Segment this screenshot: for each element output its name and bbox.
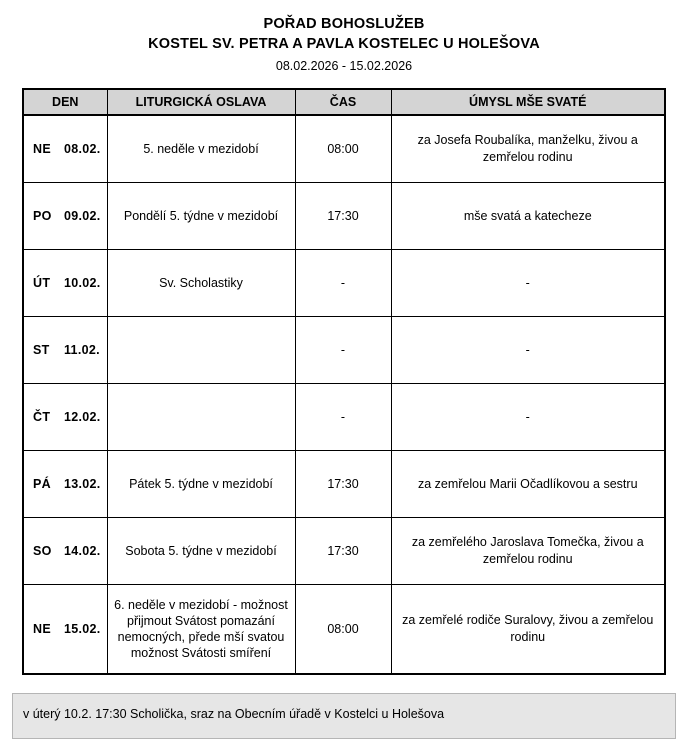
cell-time: 17:30 [295, 518, 391, 585]
cell-intention: za Josefa Roubalíka, manželku, živou a zemřelou rodinu [391, 115, 665, 183]
cell-liturgy [107, 384, 295, 451]
table-header-row [23, 89, 665, 115]
day-date: 12.02. [64, 410, 101, 424]
schedule-table-wrapper [22, 88, 666, 675]
cell-day [23, 518, 107, 585]
schedule-table [22, 88, 666, 675]
cell-time: - [295, 384, 391, 451]
title-line-2: KOSTEL SV. PETRA A PAVLA KOSTELEC U HOLEŠOVA [148, 36, 540, 52]
table-row [23, 384, 665, 451]
table-row [23, 183, 665, 250]
column-header-liturgy: LITURGICKÁ OSLAVA [107, 89, 295, 115]
cell-day [23, 250, 107, 317]
table-row [23, 250, 665, 317]
column-header-day: DEN [23, 89, 107, 115]
cell-intention: - [391, 317, 665, 384]
cell-intention: za zemřelou Marii Očadlíkovou a sestru [391, 451, 665, 518]
cell-time: 17:30 [295, 451, 391, 518]
cell-day [23, 183, 107, 250]
cell-liturgy: Pátek 5. týdne v mezidobí [107, 451, 295, 518]
cell-day [23, 384, 107, 451]
footer-note-text: v úterý 10.2. 17:30 Scholička, sraz na Obecním úřadě v Kostelci u Holešova [23, 707, 445, 721]
day-date: 14.02. [64, 544, 101, 558]
cell-day [23, 317, 107, 384]
cell-liturgy: 5. neděle v mezidobí [107, 115, 295, 183]
day-name: ÚT [33, 276, 51, 290]
cell-day [23, 451, 107, 518]
day-date: 13.02. [64, 477, 101, 491]
table-row [23, 518, 665, 585]
cell-intention: za zemřelé rodiče Suralovy, živou a zemřelou rodinu [391, 585, 665, 675]
day-date: 08.02. [64, 142, 101, 156]
day-name: NE [33, 142, 51, 156]
cell-time: 08:00 [295, 585, 391, 675]
cell-day [23, 115, 107, 183]
cell-time: - [295, 317, 391, 384]
cell-liturgy: Sv. Scholastiky [107, 250, 295, 317]
cell-time: - [295, 250, 391, 317]
day-name: PÁ [33, 477, 51, 491]
day-date: 15.02. [64, 622, 101, 636]
day-name: ČT [33, 410, 51, 424]
day-name: NE [33, 622, 51, 636]
cell-liturgy: 6. neděle v mezidobí - možnost přijmout Svátost pomazání nemocných, přede mší svatou možnost Svátosti smíření [107, 585, 295, 675]
cell-liturgy: Sobota 5. týdne v mezidobí [107, 518, 295, 585]
column-header-time: ČAS [295, 89, 391, 115]
day-date: 09.02. [64, 209, 101, 223]
table-row [23, 317, 665, 384]
footer-note-box [12, 693, 676, 739]
day-date: 10.02. [64, 276, 101, 290]
cell-day [23, 585, 107, 675]
table-row [23, 451, 665, 518]
cell-liturgy [107, 317, 295, 384]
document-header [0, 0, 688, 76]
column-header-intention: ÚMYSL MŠE SVATÉ [391, 89, 665, 115]
day-date: 11.02. [64, 343, 100, 357]
table-row [23, 115, 665, 183]
cell-liturgy: Pondělí 5. týdne v mezidobí [107, 183, 295, 250]
day-name: SO [33, 544, 52, 558]
cell-intention: mše svatá a katecheze [391, 183, 665, 250]
cell-intention: za zemřelého Jaroslava Tomečka, živou a zemřelou rodinu [391, 518, 665, 585]
cell-intention: - [391, 384, 665, 451]
day-name: PO [33, 209, 52, 223]
title-line-1: POŘAD BOHOSLUŽEB [263, 16, 425, 32]
date-range: 08.02.2026 - 15.02.2026 [275, 59, 413, 73]
cell-time: 17:30 [295, 183, 391, 250]
table-row [23, 585, 665, 675]
cell-time: 08:00 [295, 115, 391, 183]
cell-intention: - [391, 250, 665, 317]
day-name: ST [33, 343, 50, 357]
